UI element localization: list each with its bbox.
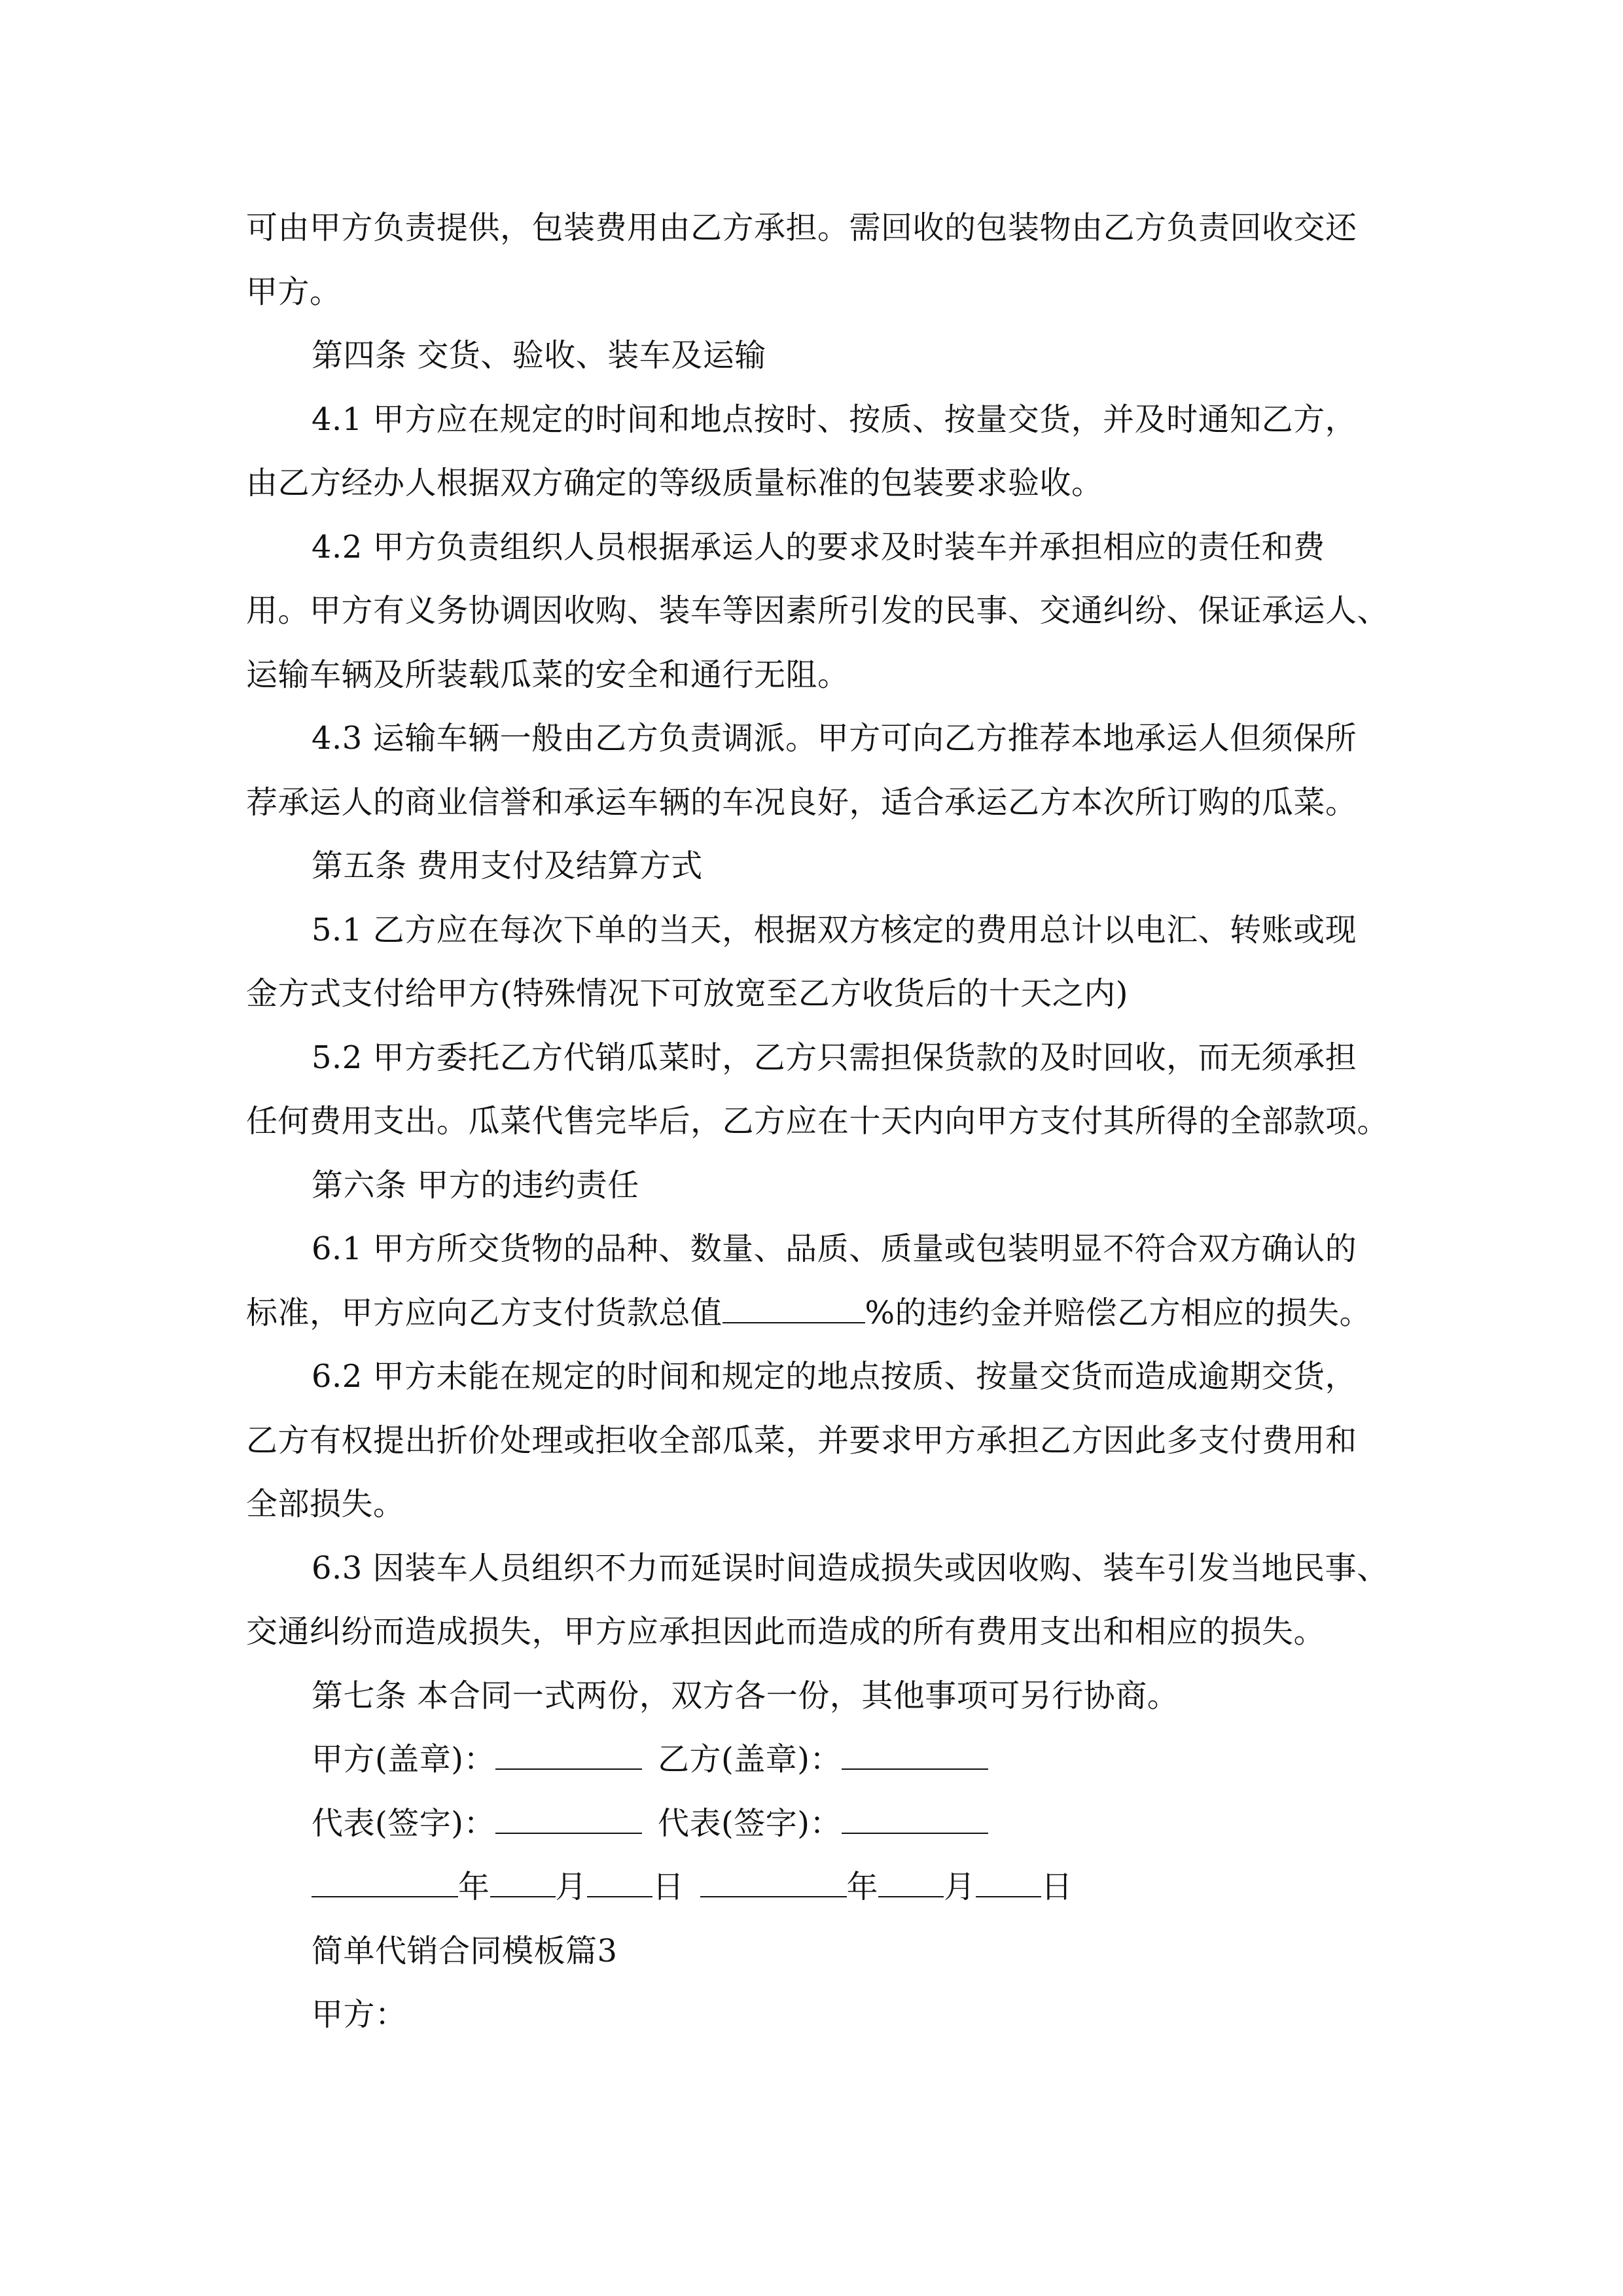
day-blank-a	[587, 1859, 652, 1897]
day-label-a: 日	[652, 1869, 685, 1905]
year-label-a: 年	[458, 1869, 490, 1905]
month-blank-a	[490, 1859, 556, 1897]
section-title: 简单代销合同模板篇3	[312, 1932, 618, 1969]
paragraph-line: 任何费用支出。瓜菜代售完毕后，乙方应在十天内向甲方支付其所得的全部款项。	[246, 1103, 1389, 1139]
paragraph-line: 用。甲方有义务协调因收购、装车等因素所引发的民事、交通纠纷、保证承运人、	[246, 592, 1389, 629]
paragraph-line: 运输车辆及所装载瓜菜的安全和通行无阻。	[246, 656, 849, 693]
clause-5-2: 5.2 甲方委托乙方代销瓜菜时，乙方只需担保货款的及时回收，而无须承担	[312, 1039, 1357, 1076]
party-b-rep-label: 代表(签字)：	[657, 1804, 842, 1842]
month-label-b: 月	[944, 1869, 976, 1905]
article-heading-5: 第五条 费用支付及结算方式	[312, 848, 703, 884]
clause-4-3: 4.3 运输车辆一般由乙方负责调派。甲方可向乙方推荐本地承运人但须保所	[312, 720, 1357, 757]
paragraph-line: 甲方。	[246, 273, 342, 310]
article-heading-4: 第四条 交货、验收、装车及运输	[312, 337, 766, 374]
party-a-seal-blank	[495, 1732, 642, 1770]
document-body	[246, 196, 1398, 2047]
seal-line	[246, 1728, 1398, 1792]
month-blank-b	[878, 1859, 944, 1897]
clause-5-1: 5.1 乙方应在每次下单的当天，根据双方核定的费用总计以电汇、转账或现	[312, 911, 1357, 948]
clause-6-1: 6.1 甲方所交货物的品种、数量、品质、质量或包装明显不符合双方确认的	[312, 1230, 1357, 1267]
year-label-b: 年	[846, 1869, 879, 1905]
month-label-a: 月	[555, 1869, 588, 1905]
paragraph-line: 交通纠纷而造成损失，甲方应承担因此而造成的所有费用支出和相应的损失。	[246, 1613, 1326, 1650]
party-b-seal-blank	[842, 1732, 988, 1770]
penalty-text-before: 标准，甲方应向乙方支付货款总值	[246, 1294, 722, 1331]
paragraph-line: 荐承运人的商业信誉和承运车辆的车况良好，适合承运乙方本次所订购的瓜菜。	[246, 783, 1357, 821]
clause-4-2: 4.2 甲方负责组织人员根据承运人的要求及时装车并承担相应的责任和费	[312, 528, 1325, 565]
article-heading-6: 第六条 甲方的违约责任	[312, 1166, 639, 1204]
party-a-rep-blank	[495, 1796, 642, 1834]
penalty-text-after: %的违约金并赔偿乙方相应的损失。	[865, 1294, 1372, 1331]
paragraph-line: 金方式支付给甲方(特殊情况下可放宽至乙方收货后的十天之内)	[246, 975, 1128, 1012]
penalty-percent-blank	[722, 1285, 865, 1323]
party-a-label: 甲方：	[312, 1996, 407, 2033]
date-line	[246, 1856, 1398, 1920]
paragraph-line: 乙方有权提出折价处理或拒收全部瓜菜，并要求甲方承担乙方因此多支付费用和	[246, 1422, 1357, 1459]
party-a-seal-label: 甲方(盖章)：	[312, 1741, 495, 1778]
day-label-b: 日	[1041, 1869, 1073, 1905]
year-blank-b	[700, 1859, 847, 1897]
paragraph-line: 全部损失。	[246, 1486, 405, 1522]
paragraph-line: 由乙方经办人根据双方确定的等级质量标准的包装要求验收。	[246, 465, 1103, 501]
paragraph-line: 可由甲方负责提供，包装费用由乙方承担。需回收的包装物由乙方负责回收交还	[246, 209, 1357, 246]
party-b-rep-blank	[842, 1796, 988, 1834]
penalty-line	[246, 1282, 1398, 1346]
clause-4-1: 4.1 甲方应在规定的时间和地点按时、按质、按量交货，并及时通知乙方，	[312, 401, 1357, 438]
clause-6-2: 6.2 甲方未能在规定的时间和规定的地点按质、按量交货而造成逾期交货，	[312, 1358, 1357, 1395]
party-a-rep-label: 代表(签字)：	[312, 1804, 495, 1842]
day-blank-b	[976, 1859, 1041, 1897]
year-blank-a	[312, 1859, 458, 1897]
signature-line	[246, 1792, 1398, 1856]
party-b-seal-label: 乙方(盖章)：	[657, 1741, 842, 1778]
clause-6-3: 6.3 因装车人员组织不力而延误时间造成损失或因收购、装车引发当地民事、	[312, 1549, 1389, 1587]
article-heading-7: 第七条 本合同一式两份，双方各一份，其他事项可另行协商。	[312, 1677, 1179, 1714]
